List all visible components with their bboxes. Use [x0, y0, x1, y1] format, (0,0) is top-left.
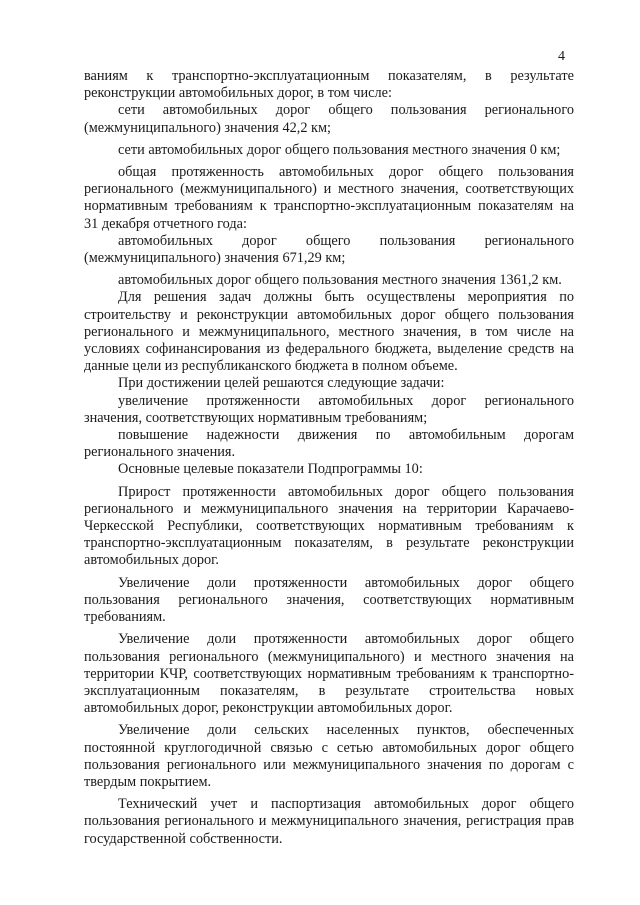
paragraph: автомобильных дорог общего пользования местного значения 1361,2 км. [118, 272, 562, 289]
paragraph: автомобильных дорог общего пользования регионального (межмуниципального) значения 671,29 км; [84, 232, 574, 267]
paragraph: Прирост протяженности автомобильных дорог общего пользования регионального и межмуниципального значения на территории Карачаево-Черкесской Республики, соответствующих нормативным требованиям к транспортно-эксплуатационным показателям, в результате реконструкции автомобильных дорог. [84, 483, 574, 569]
paragraph: повышение надежности движения по автомобильным дорогам регионального значения. [84, 427, 574, 461]
paragraph: Увеличение доли протяженности автомобильных дорог общего пользования регионального (межмуниципального) и местного значения на территории КЧР, соответствующих нормативным требованиям к транспортно-эксплуатационным показателям, в результате строительства новых автомобильных дорог, реконструкции автомобильных дорог. [84, 631, 574, 717]
paragraph: Технический учет и паспортизация автомобильных дорог общего пользования регионального и межмуниципального значения, регистрация прав государственной собственности. [84, 796, 574, 847]
page-number: 4 [558, 49, 565, 64]
paragraph: общая протяженность автомобильных дорог общего пользования регионального (межмуниципального) и местного значения, соответствующих нормативным требованиям к транспортно-эксплуатационным показателям на 31 декабря отчетного года: [84, 164, 574, 232]
paragraph: ваниям к транспортно-эксплуатационным показателям, в результате реконструкции автомобильных дорог, в том числе: [84, 68, 574, 102]
paragraph: Для решения задач должны быть осуществлены мероприятия по строительству и реконструкции автомобильных дорог общего пользования регионального и межмуниципального, местного значения, в том числе на условиях софинансирования из федерального бюджета, выделение средств на данные цели из республиканского бюджета в полном объеме. [84, 289, 574, 375]
paragraph: При достижении целей решаются следующие задачи: [118, 375, 445, 392]
paragraph: увеличение протяженности автомобильных дорог регионального значения, соответствующих нормативным требованиям; [84, 392, 574, 426]
paragraph: Увеличение доли протяженности автомобильных дорог общего пользования регионального значения, соответствующих нормативным требованиям. [84, 574, 574, 626]
document-body [84, 68, 574, 848]
paragraph: Основные целевые показатели Подпрограммы 10: [118, 461, 423, 478]
paragraph: сети автомобильных дорог общего пользования регионального (межмуниципального) значения 42,2 км; [84, 102, 574, 136]
paragraph: Увеличение доли сельских населенных пунктов, обеспеченных постоянной круглогодичной связью с сетью автомобильных дорог общего пользования регионального или межмуниципального значения по дорогам с твердым покрытием. [84, 722, 574, 790]
paragraph: сети автомобильных дорог общего пользования местного значения 0 км; [118, 141, 561, 158]
